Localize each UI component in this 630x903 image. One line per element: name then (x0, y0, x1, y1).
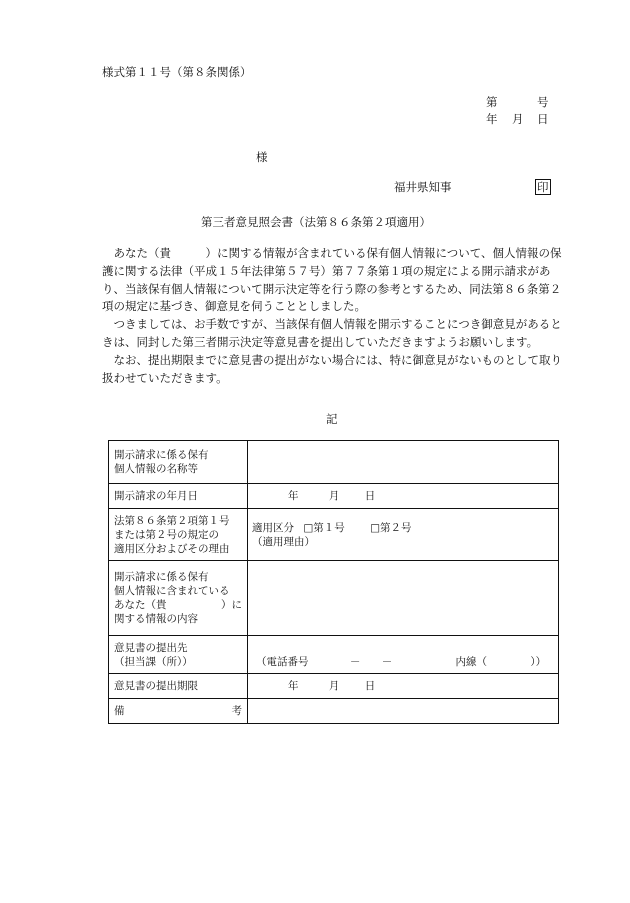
date-month: 月 (512, 112, 524, 126)
label-line: 関する情報の内容 (114, 613, 198, 625)
form-number: 様式第１１号（第８条関係） (102, 65, 252, 79)
label-fragment: 考 (231, 705, 242, 717)
label-applicable-classification (109, 509, 248, 561)
date-year: 年 (486, 112, 498, 126)
info-table (108, 440, 559, 724)
option-item-2-checkbox[interactable]: □第２号 (370, 521, 412, 534)
closing-brackets: ）） (530, 655, 547, 668)
body-paragraph-2: つきましては、お手数ですが、当該保有個人情報を開示することにつき御意見があるときは、同封した第三者開示決定等意見書を提出していただきますようお願いします。 (102, 317, 562, 349)
phone-separator: － (381, 655, 393, 668)
table-row (109, 561, 559, 636)
label-submission-destination (109, 636, 248, 674)
date-month-label: 月 (328, 680, 340, 692)
seal-mark (535, 179, 551, 195)
label-remarks (109, 699, 248, 724)
label-line: 個人情報の名称等 (114, 463, 198, 475)
label-fragment: あなた（貴 (114, 599, 167, 611)
value-requested-info-name (248, 441, 559, 484)
date-day-label: 日 (364, 680, 376, 692)
label-info-content (109, 561, 248, 636)
phone-separator: － (349, 655, 361, 668)
label-line: 個人情報に含まれている (114, 585, 230, 597)
label-fragment: 備 (114, 705, 125, 717)
phone-label: （電話番号 (256, 655, 309, 668)
recipient-suffix: 様 (256, 150, 268, 164)
label-line: 開示請求の年月日 (114, 490, 198, 502)
ki-heading: 記 (326, 412, 338, 426)
label-line: 開示請求に係る保有 (114, 449, 209, 461)
seal-text: 印 (537, 180, 549, 194)
table-row (109, 484, 559, 509)
label-line: 適用区分およびその理由 (114, 542, 230, 555)
label-line: 法第８６条第２項第１号 (114, 514, 230, 527)
label-line: （担当課（所）） (114, 655, 193, 668)
label-line: 意見書の提出期限 (114, 680, 198, 692)
date-month-label: 月 (328, 490, 340, 502)
body-paragraph-3: なお、提出期限までに意見書の提出がない場合には、特に御意見がないものとして取り扱わせていただきます。 (102, 352, 562, 385)
table-row (109, 699, 559, 724)
value-info-content (248, 561, 559, 636)
label-line (114, 598, 242, 612)
table-row (109, 636, 559, 674)
value-submission-destination (248, 636, 559, 674)
reason-label: （適用理由） (252, 535, 315, 548)
extension-label: 内線（ (455, 655, 488, 668)
label-fragment: ）に (221, 599, 242, 611)
table-row (109, 441, 559, 484)
label-line (114, 704, 242, 718)
value-remarks (248, 699, 559, 724)
body-text (102, 245, 562, 387)
document-title: 第三者意見照会書（法第８６条第２項適用） (201, 215, 431, 229)
value-applicable-classification (248, 509, 559, 561)
label-line: 開示請求に係る保有 (114, 571, 209, 583)
date-year-label: 年 (288, 490, 299, 502)
classification-label: 適用区分 (252, 521, 294, 534)
label-line: 意見書の提出先 (114, 641, 188, 654)
date-year-label: 年 (288, 680, 299, 692)
table-row (109, 509, 559, 561)
doc-number-prefix: 第 (486, 95, 498, 109)
date-day: 日 (537, 112, 549, 126)
label-requested-info-name (109, 441, 248, 484)
body-paragraph-1: あなた（貴 ）に関する情報が含まれている保有個人情報について、個人情報の保護に関する法律（平成１５年法律第５７号）第７７条第１項の規定による開示請求があり、当該保有個人情報について開示決定等を行う際の参考とするため、同法第８６条第２項の規定に基づき、御意見を伺うこととしました。 (102, 246, 562, 314)
label-request-date (109, 484, 248, 509)
table-row (109, 674, 559, 699)
label-submission-deadline (109, 674, 248, 699)
label-line: または第２号の規定の (114, 528, 219, 541)
sender-name: 福井県知事 (394, 180, 452, 194)
value-request-date (248, 484, 559, 509)
value-submission-deadline (248, 674, 559, 699)
date-day-label: 日 (364, 490, 376, 502)
doc-number-suffix: 号 (537, 95, 549, 109)
option-item-1-checkbox[interactable]: □第１号 (303, 521, 345, 534)
